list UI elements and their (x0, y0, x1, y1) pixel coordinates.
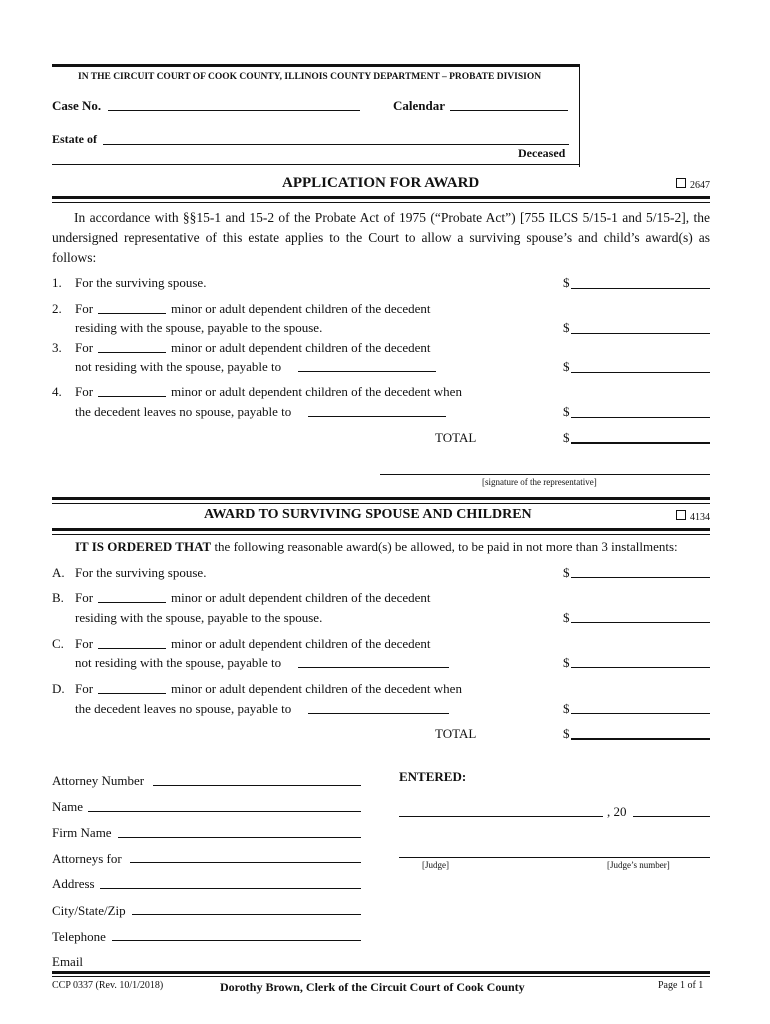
name-field[interactable] (88, 811, 361, 812)
judge-number-caption: [Judge’s number] (607, 860, 670, 870)
attorneys-for-field[interactable] (130, 862, 361, 863)
court-heading: IN THE CIRCUIT COURT OF COOK COUNTY, ILLINOIS COUNTY DEPARTMENT – PROBATE DIVISION (78, 72, 542, 82)
app-item-3-pre: For (75, 340, 94, 355)
firm-name-label: Firm Name (52, 825, 112, 840)
dollar-sign: $ (563, 359, 570, 374)
case-no-label: Case No. (52, 98, 102, 113)
award-item-d-post: minor or adult dependent children of the decedent when (171, 681, 462, 696)
app-item-4-line2: the decedent leaves no spouse, payable to (75, 404, 292, 419)
app-item-2-count[interactable] (98, 313, 166, 314)
award-item-c-line2: not residing with the spouse, payable to (75, 655, 282, 670)
dollar-sign: $ (563, 275, 570, 290)
clerk-name: Dorothy Brown, Clerk of the Circuit Court of Cook County (220, 980, 525, 994)
footer-rule-thick (52, 971, 710, 974)
application-rule-top (52, 196, 710, 199)
checkbox-icon (676, 178, 686, 188)
app-item-4-count[interactable] (98, 396, 166, 397)
checkbox-icon (676, 510, 686, 520)
app-item-2-pre: For (75, 301, 94, 316)
app-item-4-amount[interactable] (571, 417, 710, 418)
attorney-number-label: Attorney Number (52, 773, 145, 788)
award-item-c-payee[interactable] (298, 667, 449, 668)
app-item-1-text: For the surviving spouse. (75, 275, 207, 290)
app-item-1-amount[interactable] (571, 288, 710, 289)
award-item-d-num: D. (52, 681, 65, 696)
entered-date-field[interactable] (399, 816, 603, 817)
award-item-d-pre: For (75, 681, 94, 696)
form-code-2647: 2647 (690, 180, 710, 191)
application-intro: In accordance with §§15-1 and 15-2 of the Probate Act of 1975 (“Probate Act”) [755 ILCS 5/15-1 and 5/15-2], the undersigned representative of this estate applies to the Court to allow a surviving spouse’s and child’s award(s) as follows: (52, 210, 710, 265)
award-rule-bottom (52, 528, 710, 531)
signature-caption: [signature of the representative] (482, 477, 597, 487)
award-item-b-post: minor or adult dependent children of the decedent (171, 590, 431, 605)
award-total-label: TOTAL (435, 726, 477, 741)
name-label: Name (52, 799, 84, 814)
award-item-b-amount[interactable] (571, 622, 710, 623)
award-item-b-count[interactable] (98, 602, 166, 603)
dollar-sign: $ (563, 610, 570, 625)
app-item-4-post: minor or adult dependent children of the decedent when (171, 384, 462, 399)
app-item-2-line2: residing with the spouse, payable to the spouse. (75, 320, 323, 335)
representative-signature-line[interactable] (380, 474, 710, 475)
calendar-field[interactable] (450, 110, 568, 111)
ordered-rest: the following reasonable award(s) be allowed, to be paid in not more than 3 installments: (211, 539, 678, 554)
form-id: CCP 0337 (Rev. 10/1/2018) (52, 980, 164, 991)
dollar-sign: $ (563, 404, 570, 419)
year-prefix: , 20 (607, 804, 627, 819)
ordered-statement (75, 539, 678, 555)
attorneys-for-label: Attorneys for (52, 851, 122, 866)
award-item-c-count[interactable] (98, 648, 166, 649)
entered-year-field[interactable] (633, 816, 710, 817)
award-item-d-payee[interactable] (308, 713, 449, 714)
app-item-3-amount[interactable] (571, 372, 710, 373)
award-item-b-line2: residing with the spouse, payable to the spouse. (75, 610, 323, 625)
award-item-c-pre: For (75, 636, 94, 651)
app-item-3-payee[interactable] (298, 371, 436, 372)
award-item-c-post: minor or adult dependent children of the decedent (171, 636, 431, 651)
award-item-a-num: A. (52, 565, 65, 580)
firm-name-field[interactable] (118, 837, 361, 838)
form-4134-checkbox[interactable] (676, 510, 710, 523)
estate-of-label: Estate of (52, 132, 97, 146)
award-item-a-text: For the surviving spouse. (75, 565, 207, 580)
dollar-sign: $ (563, 565, 570, 580)
attorney-number-field[interactable] (153, 785, 361, 786)
app-item-3-post: minor or adult dependent children of the decedent (171, 340, 431, 355)
header-divider (52, 164, 580, 165)
app-item-1-num: 1. (52, 275, 62, 290)
estate-of-field[interactable] (103, 144, 569, 145)
app-item-3-count[interactable] (98, 352, 166, 353)
award-rule-bottom-thin (52, 534, 710, 535)
entered-label: ENTERED: (399, 769, 467, 784)
award-item-c-num: C. (52, 636, 64, 651)
award-total-amount[interactable] (571, 738, 710, 740)
app-total-amount[interactable] (571, 442, 710, 444)
dollar-sign: $ (563, 655, 570, 670)
calendar-label: Calendar (393, 98, 445, 113)
city-state-zip-label: City/State/Zip (52, 903, 126, 918)
telephone-field[interactable] (112, 940, 361, 941)
app-item-2-num: 2. (52, 301, 62, 316)
award-rule-mid (52, 503, 710, 504)
dollar-sign: $ (563, 726, 570, 741)
award-item-d-count[interactable] (98, 693, 166, 694)
dollar-sign: $ (563, 320, 570, 335)
application-title: APPLICATION FOR AWARD (282, 175, 480, 191)
award-item-a-amount[interactable] (571, 577, 710, 578)
dollar-sign: $ (563, 430, 570, 445)
city-state-zip-field[interactable] (132, 914, 361, 915)
app-item-3-num: 3. (52, 340, 62, 355)
application-rule-bottom (52, 202, 710, 203)
email-label: Email (52, 954, 84, 969)
award-item-c-amount[interactable] (571, 667, 710, 668)
award-item-d-line2: the decedent leaves no spouse, payable to (75, 701, 292, 716)
app-item-2-post: minor or adult dependent children of the decedent (171, 301, 431, 316)
judge-caption: [Judge] (422, 860, 449, 870)
dollar-sign: $ (563, 701, 570, 716)
app-total-label: TOTAL (435, 430, 477, 445)
app-item-3-line2: not residing with the spouse, payable to (75, 359, 282, 374)
address-label: Address (52, 876, 95, 891)
award-item-b-pre: For (75, 590, 94, 605)
award-rule-top (52, 497, 710, 500)
form-code-4134: 4134 (690, 512, 710, 523)
deceased-label: Deceased (518, 146, 566, 160)
address-field[interactable] (100, 888, 361, 889)
form-2647-checkbox[interactable] (676, 178, 710, 191)
award-item-d-amount[interactable] (571, 713, 710, 714)
telephone-label: Telephone (52, 929, 106, 944)
ordered-bold: IT IS ORDERED THAT (75, 539, 212, 554)
page-number: Page 1 of 1 (658, 980, 704, 991)
app-item-4-num: 4. (52, 384, 62, 399)
footer-rule-thin (52, 976, 710, 977)
app-item-2-amount[interactable] (571, 333, 710, 334)
award-item-b-num: B. (52, 590, 64, 605)
judge-signature-line[interactable] (399, 857, 710, 858)
app-item-4-pre: For (75, 384, 94, 399)
case-no-field[interactable] (108, 110, 360, 111)
award-title: AWARD TO SURVIVING SPOUSE AND CHILDREN (204, 507, 532, 522)
app-item-4-payee[interactable] (308, 416, 446, 417)
